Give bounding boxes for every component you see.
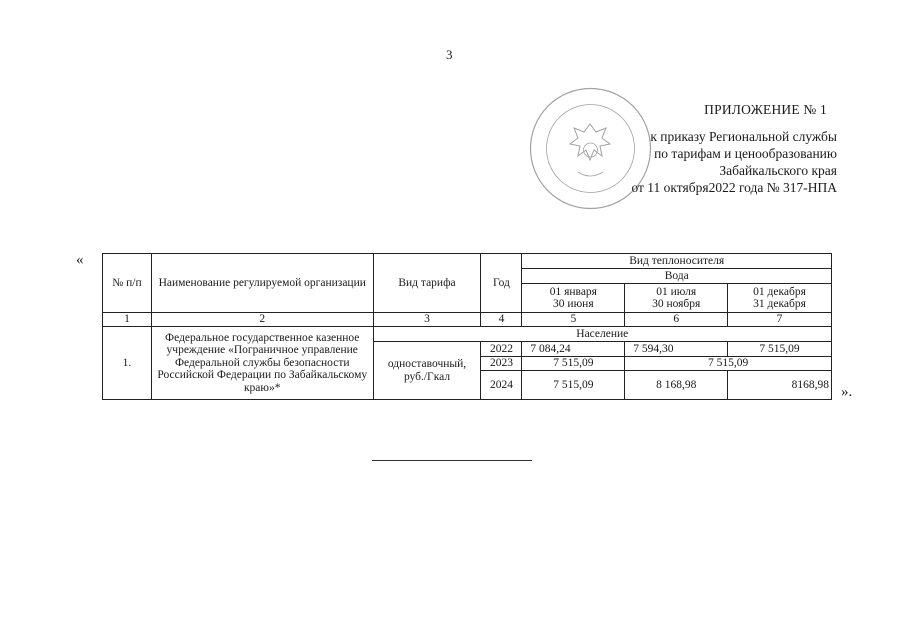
tariff-type-value: одноставочный, руб./Гкал [373,342,481,400]
column-number-4: 4 [481,313,522,327]
value-2023-p2-p3: 7 515,09 [625,357,832,371]
appendix-line-3: Забайкальского края [719,163,837,178]
tariff-table [102,253,832,400]
opening-quote: « [76,252,84,268]
year-2023: 2023 [481,357,522,371]
header-period-2: 01 июля 30 ноября [625,284,728,313]
column-number-1: 1 [103,313,152,327]
appendix-header [631,101,837,196]
appendix-line-4: от 11 октября2022 года № 317-НПА [631,180,837,195]
organization-name: Федеральное государственное казенное учреждение «Пограничное управление Федеральной службы безопасности Российской Федерации по Забайкальскому краю»* [151,327,373,400]
appendix-line-2: по тарифам и ценообразованию [654,146,837,161]
value-2023-p1: 7 515,09 [522,357,625,371]
value-2024-p1: 7 515,09 [522,371,625,400]
header-period-3: 01 декабря 31 декабря [728,284,832,313]
year-2024: 2024 [481,371,522,400]
value-2022-p2: 7 594,30 [625,342,728,357]
header-organization: Наименование регулируемой организации [151,254,373,313]
footnote-separator [372,460,532,461]
column-number-3: 3 [373,313,481,327]
header-water: Вода [522,269,832,284]
appendix-title: ПРИЛОЖЕНИЕ № 1 [704,102,827,117]
column-number-7: 7 [728,313,832,327]
header-year: Год [481,254,522,313]
page-number: 3 [446,47,453,62]
consumer-group: Население [373,327,831,342]
column-number-6: 6 [625,313,728,327]
column-number-5: 5 [522,313,625,327]
row-number: 1. [103,327,152,400]
value-2024-p2: 8 168,98 [625,371,728,400]
header-period-1: 01 января 30 июня [522,284,625,313]
column-number-2: 2 [151,313,373,327]
value-2024-p3: 8168,98 [728,371,832,400]
closing-quote: ». [841,384,853,400]
header-tariff-type: Вид тарифа [373,254,481,313]
value-2022-p1: 7 084,24 [522,342,625,357]
header-num: № п/п [103,254,152,313]
value-2022-p3: 7 515,09 [728,342,832,357]
appendix-line-1: к приказу Региональной службы [650,129,837,144]
year-2022: 2022 [481,342,522,357]
header-heat-carrier: Вид теплоносителя [522,254,832,269]
